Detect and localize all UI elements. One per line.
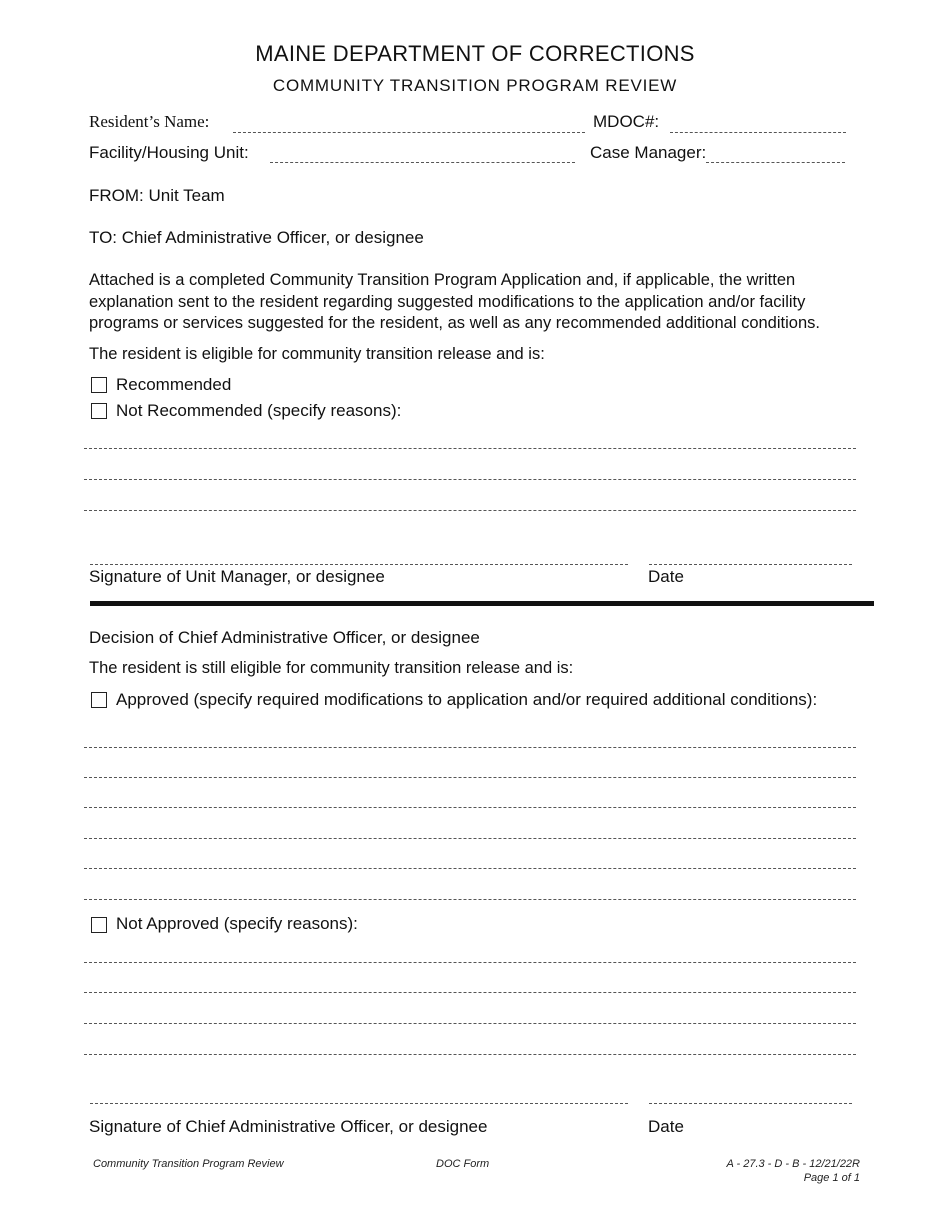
- approved-conditions-line[interactable]: [84, 747, 856, 748]
- footer-page-number: Page 1 of 1: [803, 1172, 860, 1184]
- not-approved-reason-line[interactable]: [84, 962, 856, 963]
- cao-date-line[interactable]: [649, 1103, 852, 1104]
- residents-name-label: Resident’s Name:: [89, 112, 210, 131]
- cao-signature-label: Signature of Chief Administrative Officer, or designee: [89, 1117, 488, 1136]
- mdoc-label: MDOC#:: [593, 112, 660, 131]
- unit-manager-signature-line[interactable]: [90, 564, 628, 565]
- case-manager-label: Case Manager:: [590, 143, 707, 162]
- approved-conditions-line[interactable]: [84, 838, 856, 839]
- approved-checkbox[interactable]: [91, 692, 107, 708]
- approved-conditions-line[interactable]: [84, 777, 856, 778]
- not-recommended-checkbox[interactable]: [91, 403, 107, 419]
- memo-body: Attached is a completed Community Transition Program Application and, if applicable, the written explanation sent to the resident regarding suggested modifications to the application and/or facility programs or services suggested for the resident, as well as any recommended additional conditions.: [89, 271, 820, 332]
- not-approved-checkbox[interactable]: [91, 917, 107, 933]
- form-title: MAINE DEPARTMENT OF CORRECTIONS: [255, 41, 695, 66]
- cao-signature-line[interactable]: [90, 1103, 628, 1104]
- recommended-label: Recommended: [116, 375, 232, 394]
- cao-decision-heading: Decision of Chief Administrative Officer, or designee: [89, 628, 480, 647]
- unit-date-line[interactable]: [649, 564, 852, 565]
- not-recommended-label: Not Recommended (specify reasons):: [116, 401, 402, 420]
- approved-conditions-line[interactable]: [84, 899, 856, 900]
- not-recommended-reason-line[interactable]: [84, 448, 856, 449]
- not-approved-reason-line[interactable]: [84, 1054, 856, 1055]
- cao-date-label: Date: [648, 1117, 684, 1136]
- unit-date-label: Date: [648, 567, 684, 586]
- footer-form-name: Community Transition Program Review: [93, 1158, 284, 1170]
- not-approved-label: Not Approved (specify reasons):: [116, 914, 358, 933]
- cao-eligibility-text: The resident is still eligible for community transition release and is:: [89, 659, 574, 677]
- facility-field[interactable]: [270, 162, 575, 163]
- form-subtitle: COMMUNITY TRANSITION PROGRAM REVIEW: [272, 76, 678, 95]
- unit-signature-label: Signature of Unit Manager, or designee: [89, 567, 385, 586]
- not-approved-reason-line[interactable]: [84, 992, 856, 993]
- footer-form-code: A - 27.3 - D - B - 12/21/22R: [726, 1158, 860, 1170]
- unit-eligibility-text: The resident is eligible for community transition release and is:: [89, 345, 545, 363]
- not-approved-reason-line[interactable]: [84, 1023, 856, 1024]
- facility-label: Facility/Housing Unit:: [89, 143, 249, 162]
- residents-name-field[interactable]: [233, 132, 585, 133]
- footer-form-type: DOC Form: [436, 1158, 490, 1170]
- mdoc-field[interactable]: [670, 132, 846, 133]
- approved-conditions-line[interactable]: [84, 868, 856, 869]
- not-recommended-reason-line[interactable]: [84, 510, 856, 511]
- not-recommended-reason-line[interactable]: [84, 479, 856, 480]
- memo-to: TO: Chief Administrative Officer, or designee: [89, 228, 424, 247]
- approved-label: Approved (specify required modifications to application and/or required additional conditions):: [116, 690, 818, 709]
- approved-conditions-line[interactable]: [84, 807, 856, 808]
- memo-from: FROM: Unit Team: [89, 186, 225, 205]
- section-divider: [90, 601, 874, 606]
- case-manager-field[interactable]: [706, 162, 845, 163]
- recommended-checkbox[interactable]: [91, 377, 107, 393]
